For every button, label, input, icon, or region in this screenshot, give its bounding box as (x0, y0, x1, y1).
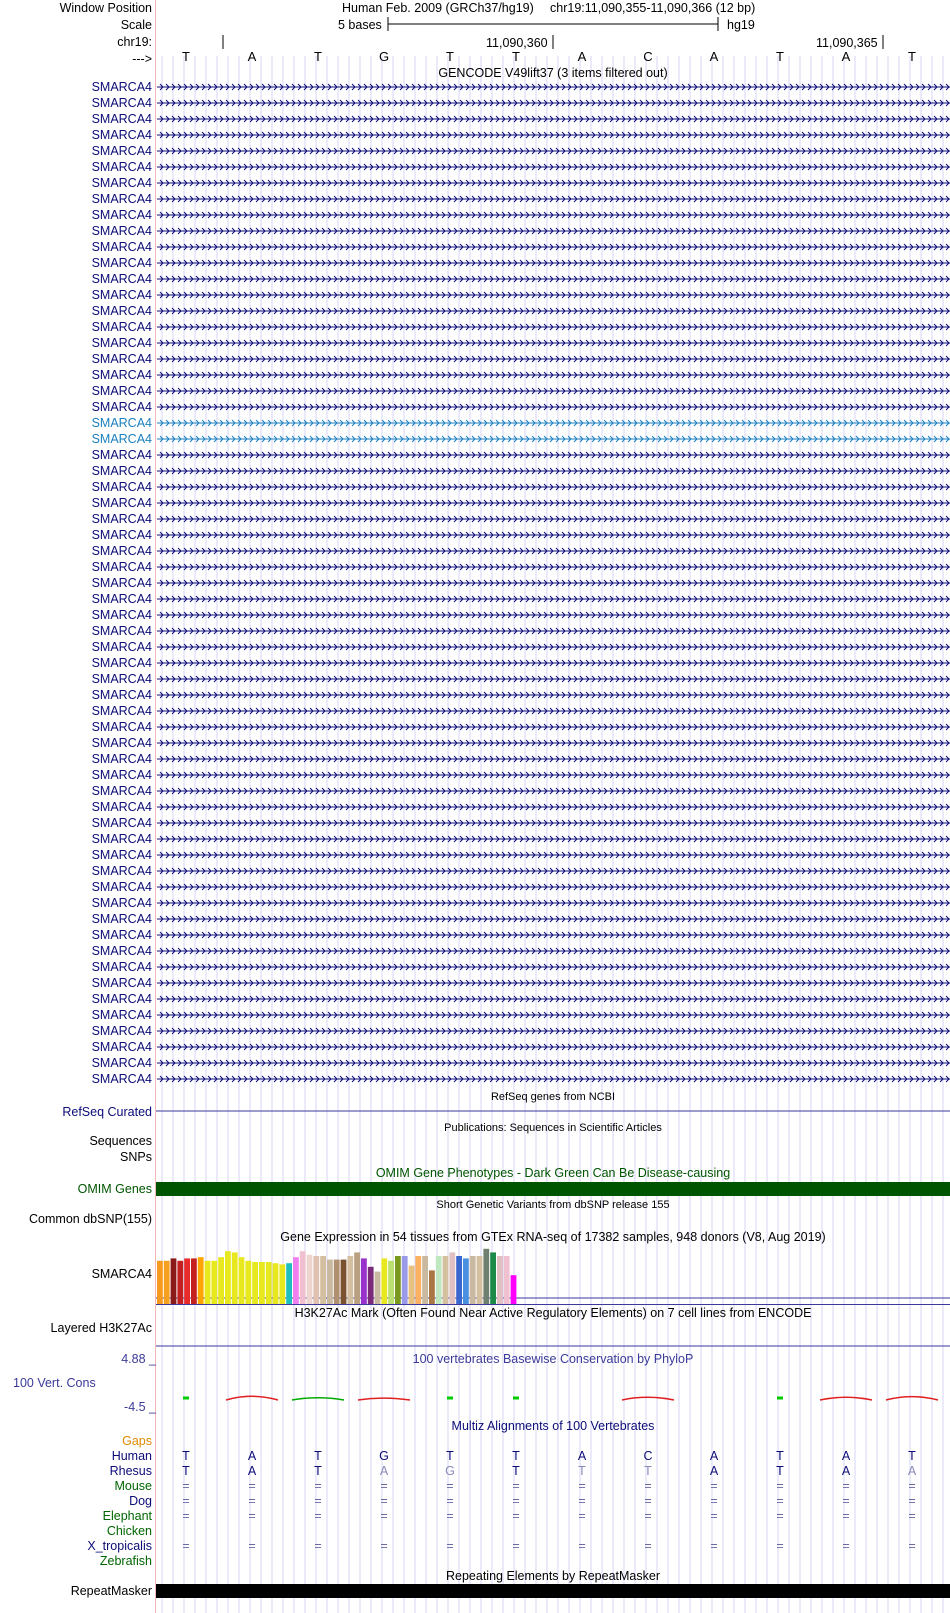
alignment-base: = (776, 1479, 784, 1493)
alignment-base: G (379, 1449, 389, 1463)
gencode-transcript-label[interactable]: SMARCA4 (91, 176, 152, 190)
position-text: chr19:11,090,355-11,090,366 (12 bp) (550, 1, 756, 15)
alignment-base: = (578, 1494, 586, 1508)
alignment-base: = (842, 1539, 850, 1553)
gencode-transcript-label[interactable]: SMARCA4 (91, 624, 152, 638)
alignment-base: T (578, 1464, 586, 1478)
chrom-label: chr19: (117, 35, 152, 49)
sequence-base: T (182, 49, 190, 64)
gencode-transcript-label[interactable]: SMARCA4 (91, 320, 152, 334)
gencode-transcript-label[interactable]: SMARCA4 (91, 640, 152, 654)
alignment-base: = (446, 1494, 454, 1508)
gencode-transcript-label[interactable]: SMARCA4 (91, 464, 152, 478)
phylop-score-mark (622, 1397, 674, 1400)
alignment-base: = (446, 1479, 454, 1493)
sequence-base: T (908, 49, 916, 64)
alignment-base: = (380, 1479, 388, 1493)
alignment-base: = (248, 1494, 256, 1508)
alignment-base: T (314, 1464, 322, 1478)
dbsnp-label[interactable]: Common dbSNP(155) (29, 1212, 152, 1226)
alignment-base: T (446, 1449, 454, 1463)
gencode-transcript-label[interactable]: SMARCA4 (91, 1040, 152, 1054)
gencode-transcript-label[interactable]: SMARCA4 (91, 560, 152, 574)
gencode-transcript-label[interactable]: SMARCA4 (91, 288, 152, 302)
gencode-transcript-label[interactable]: SMARCA4 (91, 208, 152, 222)
phylop-track-title: 100 vertebrates Basewise Conservation by PhyloP (412, 1352, 694, 1366)
alignment-base: = (710, 1509, 718, 1523)
gencode-transcript-label[interactable]: SMARCA4 (91, 432, 152, 446)
gencode-transcript-label[interactable]: SMARCA4 (91, 928, 152, 942)
multiz-track-title: Multiz Alignments of 100 Vertebrates (451, 1419, 655, 1433)
gencode-transcript-label[interactable]: SMARCA4 (91, 1072, 152, 1086)
gencode-transcript-label[interactable]: SMARCA4 (91, 784, 152, 798)
alignment-base: G (445, 1464, 455, 1478)
alignment-base: A (709, 1449, 719, 1463)
db-name: hg19 (727, 18, 755, 32)
gencode-transcript-label[interactable]: SMARCA4 (91, 224, 152, 238)
alignment-base: A (247, 1464, 257, 1478)
alignment-base: = (644, 1509, 652, 1523)
alignment-base: = (710, 1539, 718, 1553)
phylop-score-mark (820, 1397, 872, 1400)
alignment-base: C (643, 1449, 653, 1463)
alignment-base: = (776, 1539, 784, 1553)
gencode-transcript-label[interactable]: SMARCA4 (91, 592, 152, 606)
alignment-base: A (841, 1449, 851, 1463)
gencode-transcript-label[interactable]: SMARCA4 (91, 1008, 152, 1022)
gencode-transcript-label[interactable]: SMARCA4 (91, 688, 152, 702)
alignment-base: = (314, 1509, 322, 1523)
alignment-base: = (314, 1494, 322, 1508)
alignment-base: = (248, 1539, 256, 1553)
multiz-gaps-label: Gaps (122, 1434, 152, 1448)
refseq-label[interactable]: RefSeq Curated (62, 1105, 152, 1119)
phylop-label[interactable]: 100 Vert. Cons (13, 1376, 96, 1390)
coordinate-2: 11,090,365 (816, 36, 878, 50)
alignment-base: = (644, 1479, 652, 1493)
pubs-label-2[interactable]: SNPs (120, 1150, 152, 1164)
gencode-transcript-label[interactable]: SMARCA4 (91, 400, 152, 414)
gencode-transcript-label[interactable]: SMARCA4 (91, 976, 152, 990)
alignment-base: T (512, 1464, 520, 1478)
alignment-base: = (512, 1509, 520, 1523)
alignment-base: = (908, 1479, 916, 1493)
sequence-base: A (247, 49, 257, 64)
alignment-base: = (842, 1479, 850, 1493)
gencode-transcript-label[interactable]: SMARCA4 (91, 368, 152, 382)
alignment-base: = (380, 1509, 388, 1523)
gencode-transcript-label[interactable]: SMARCA4 (91, 992, 152, 1006)
alignment-base: T (512, 1449, 520, 1463)
omim-label[interactable]: OMIM Genes (77, 1182, 152, 1196)
alignment-base: = (842, 1509, 850, 1523)
sequence-base: T (512, 49, 520, 64)
gencode-transcript-label[interactable]: SMARCA4 (91, 384, 152, 398)
gencode-transcript-label[interactable]: SMARCA4 (91, 864, 152, 878)
gtex-track-title: Gene Expression in 54 tissues from GTEx RNA-seq of 17382 samples, 948 donors (V8, Aug 2019) (280, 1230, 826, 1244)
gencode-transcript-label[interactable]: SMARCA4 (91, 848, 152, 862)
alignment-base: = (908, 1539, 916, 1553)
alignment-base: = (314, 1479, 322, 1493)
alignment-base: T (908, 1449, 916, 1463)
alignment-base: = (182, 1539, 190, 1553)
gencode-transcript-label[interactable]: SMARCA4 (91, 336, 152, 350)
species-label[interactable]: Rhesus (109, 1464, 152, 1478)
gencode-transcript-label[interactable]: SMARCA4 (91, 160, 152, 174)
alignment-base: = (446, 1539, 454, 1553)
gencode-transcript-label[interactable]: SMARCA4 (91, 496, 152, 510)
alignment-base: = (512, 1539, 520, 1553)
alignment-base: = (182, 1509, 190, 1523)
gencode-transcript-label[interactable]: SMARCA4 (91, 448, 152, 462)
alignment-base: = (248, 1479, 256, 1493)
scale-label: Scale (120, 18, 152, 32)
gencode-transcript-label[interactable]: SMARCA4 (91, 544, 152, 558)
pubs-track-title: Publications: Sequences in Scientific Articles (444, 1122, 662, 1134)
assembly-title: Human Feb. 2009 (GRCh37/hg19) (342, 1, 534, 15)
gencode-transcript-label[interactable]: SMARCA4 (91, 240, 152, 254)
sequence-base: T (446, 49, 454, 64)
gencode-transcript-label[interactable]: SMARCA4 (91, 752, 152, 766)
repeatmasker-track-title: Repeating Elements by RepeatMasker (445, 1569, 660, 1583)
h3k27ac-label[interactable]: Layered H3K27Ac (50, 1321, 152, 1335)
alignment-base: = (380, 1539, 388, 1553)
gencode-transcript-label[interactable]: SMARCA4 (91, 272, 152, 286)
alignment-base: T (314, 1449, 322, 1463)
species-label[interactable]: Elephant (102, 1509, 152, 1523)
gencode-transcript-label[interactable]: SMARCA4 (91, 112, 152, 126)
gencode-transcript-label[interactable]: SMARCA4 (91, 1024, 152, 1038)
gencode-transcript-label[interactable]: SMARCA4 (91, 896, 152, 910)
gencode-transcript-label[interactable]: SMARCA4 (91, 256, 152, 270)
alignment-base: = (248, 1509, 256, 1523)
alignment-base: T (182, 1464, 190, 1478)
sequence-base: A (709, 49, 719, 64)
alignment-base: T (776, 1449, 784, 1463)
alignment-base: = (644, 1494, 652, 1508)
alignment-base: = (182, 1479, 190, 1493)
gencode-transcript-label[interactable]: SMARCA4 (91, 704, 152, 718)
alignment-base: = (776, 1494, 784, 1508)
gencode-transcript-label[interactable]: SMARCA4 (91, 608, 152, 622)
alignment-base: A (907, 1464, 917, 1478)
species-label[interactable]: Mouse (114, 1479, 152, 1493)
gencode-transcript-label[interactable]: SMARCA4 (91, 304, 152, 318)
alignment-base: = (446, 1509, 454, 1523)
gencode-transcript-label[interactable]: SMARCA4 (91, 1056, 152, 1070)
alignment-base: = (314, 1539, 322, 1553)
sequence-base: T (314, 49, 322, 64)
alignment-base: = (578, 1509, 586, 1523)
alignment-base: T (644, 1464, 652, 1478)
gencode-transcript-label[interactable]: SMARCA4 (91, 416, 152, 430)
pubs-label-1[interactable]: Sequences (89, 1134, 152, 1148)
alignment-base: = (776, 1509, 784, 1523)
sequence-base: C (643, 49, 653, 64)
phylop-score-mark (447, 1397, 453, 1400)
phylop-min-label: -4.5 _ (124, 1400, 156, 1414)
dbsnp-track-title: Short Genetic Variants from dbSNP release 155 (436, 1199, 670, 1211)
alignment-base: A (379, 1464, 389, 1478)
gencode-transcript-label[interactable]: SMARCA4 (91, 944, 152, 958)
omim-track-title: OMIM Gene Phenotypes - Dark Green Can Be Disease-causing (375, 1166, 731, 1180)
gencode-track-title: GENCODE V49lift37 (3 items filtered out) (438, 66, 668, 80)
sequence-base: A (841, 49, 851, 64)
phylop-score-mark (513, 1397, 519, 1400)
gencode-transcript-label[interactable]: SMARCA4 (91, 480, 152, 494)
phylop-score-mark (358, 1398, 410, 1400)
refseq-track-title: RefSeq genes from NCBI (490, 1091, 616, 1103)
gencode-transcript-label[interactable]: SMARCA4 (91, 832, 152, 846)
alignment-base: A (841, 1464, 851, 1478)
alignment-base: = (380, 1494, 388, 1508)
scale-text: 5 bases (338, 18, 382, 32)
alignment-base: = (644, 1539, 652, 1553)
sequence-base: G (378, 49, 390, 64)
alignment-base: = (512, 1494, 520, 1508)
sequence-base: T (776, 49, 784, 64)
strand-label: ---> (132, 52, 152, 66)
window-position-label: Window Position (59, 1, 152, 15)
gencode-transcript-label[interactable]: SMARCA4 (91, 912, 152, 926)
alignment-base: = (182, 1494, 190, 1508)
gencode-transcript-label[interactable]: SMARCA4 (91, 880, 152, 894)
gencode-transcript-label[interactable]: SMARCA4 (91, 96, 152, 110)
alignment-base: A (709, 1464, 719, 1478)
gencode-transcript-label[interactable]: SMARCA4 (91, 144, 152, 158)
alignment-base: = (578, 1539, 586, 1553)
species-label[interactable]: X_tropicalis (87, 1539, 152, 1553)
h3k27ac-track-title: H3K27Ac Mark (Often Found Near Active Regulatory Elements) on 7 cell lines from ENCODE (294, 1306, 812, 1320)
species-label[interactable]: Chicken (106, 1524, 152, 1538)
gencode-transcript-label[interactable]: SMARCA4 (91, 768, 152, 782)
gencode-transcript-label[interactable]: SMARCA4 (91, 720, 152, 734)
phylop-score-mark (226, 1396, 278, 1400)
phylop-max-label: 4.88 _ (121, 1352, 156, 1366)
gencode-transcript-label[interactable]: SMARCA4 (91, 672, 152, 686)
alignment-base: T (776, 1464, 784, 1478)
coordinate-1: 11,090,360 (486, 36, 548, 50)
gencode-transcript-label[interactable]: SMARCA4 (91, 800, 152, 814)
alignment-base: = (908, 1509, 916, 1523)
sequence-base: A (577, 49, 587, 64)
gencode-transcript-label[interactable]: SMARCA4 (91, 528, 152, 542)
species-label[interactable]: Zebrafish (99, 1554, 152, 1568)
phylop-score-mark (777, 1397, 783, 1400)
alignment-base: = (578, 1479, 586, 1493)
gencode-transcript-label[interactable]: SMARCA4 (91, 128, 152, 142)
gencode-transcript-label[interactable]: SMARCA4 (91, 192, 152, 206)
gencode-transcript-label[interactable]: SMARCA4 (91, 352, 152, 366)
alignment-base: = (512, 1479, 520, 1493)
phylop-score-mark (292, 1398, 344, 1400)
phylop-score-mark (886, 1397, 938, 1400)
gencode-transcript-label[interactable]: SMARCA4 (91, 736, 152, 750)
alignment-base: = (710, 1494, 718, 1508)
species-label[interactable]: Dog (129, 1494, 152, 1508)
repeatmasker-feature-bar[interactable] (156, 1584, 950, 1598)
alignment-base: = (908, 1494, 916, 1508)
repeatmasker-label[interactable]: RepeatMasker (70, 1584, 152, 1598)
gencode-transcript-label[interactable]: SMARCA4 (91, 80, 152, 94)
gtex-label[interactable]: SMARCA4 (91, 1267, 152, 1281)
alignment-base: = (842, 1494, 850, 1508)
phylop-score-mark (183, 1397, 189, 1400)
gencode-transcript-label[interactable]: SMARCA4 (91, 512, 152, 526)
gencode-transcript-label[interactable]: SMARCA4 (91, 576, 152, 590)
alignment-base: A (247, 1449, 257, 1463)
alignment-base: = (710, 1479, 718, 1493)
alignment-base: A (577, 1449, 587, 1463)
gencode-transcript-label[interactable]: SMARCA4 (91, 656, 152, 670)
gencode-transcript-label[interactable]: SMARCA4 (91, 816, 152, 830)
gencode-transcript-label[interactable]: SMARCA4 (91, 960, 152, 974)
species-label[interactable]: Human (111, 1449, 152, 1463)
alignment-base: T (182, 1449, 190, 1463)
